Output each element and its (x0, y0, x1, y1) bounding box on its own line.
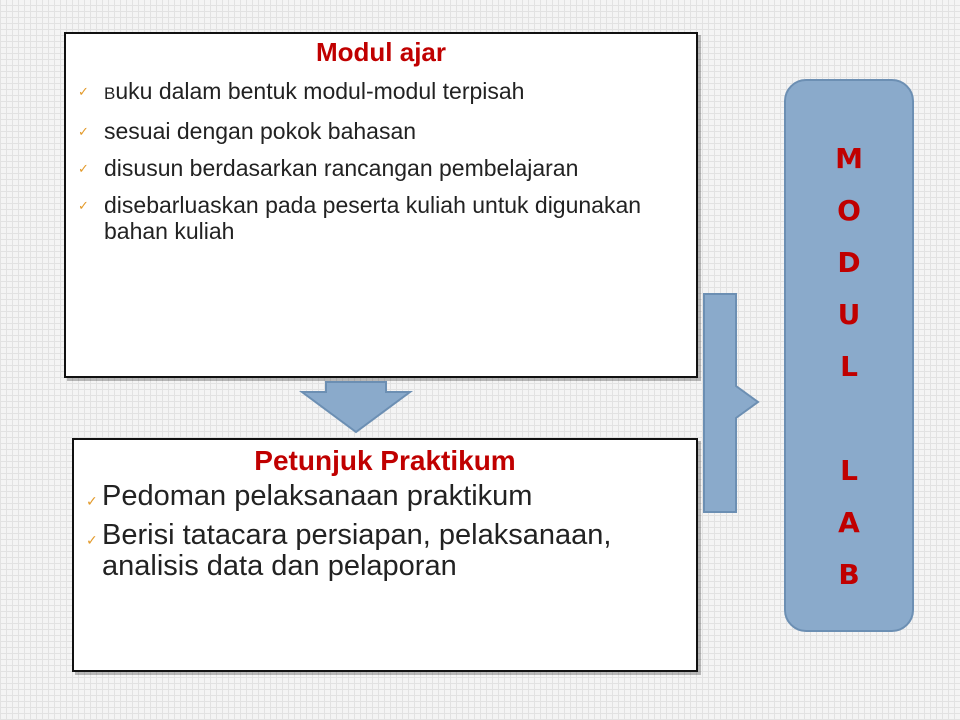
modul-ajar-title: Modul ajar (315, 37, 446, 67)
check-icon: ✓ (78, 85, 89, 100)
check-icon: ✓ (86, 533, 98, 549)
petunjuk-praktikum-list (74, 481, 696, 582)
modul-ajar-box (64, 32, 698, 378)
modul-lab-box (784, 79, 914, 632)
modul-lab-letter: U (837, 298, 861, 331)
modul-lab-letter: L (840, 350, 858, 383)
petunjuk-praktikum-title: Petunjuk Praktikum (254, 445, 516, 476)
list-item-text: Pedoman pelaksanaan praktikum (102, 480, 533, 512)
modul-lab-letter: A (838, 506, 860, 539)
list-item-text: Berisi tatacara persiapan, pelaksanaan, analisis data dan pelaporan (102, 519, 612, 582)
modul-lab-letter: B (838, 558, 860, 591)
list-item-text: uku dalam bentuk modul-modul terpisah (115, 78, 525, 104)
list-item (66, 155, 696, 181)
petunjuk-praktikum-box (72, 438, 698, 672)
list-item (66, 192, 696, 244)
modul-lab-letter: M (835, 142, 863, 175)
list-item (66, 118, 696, 144)
list-item (66, 78, 696, 107)
modul-lab-letter (786, 393, 912, 445)
modul-lab-letter: O (837, 194, 861, 227)
modul-ajar-list (66, 78, 696, 244)
right-arrow-icon (700, 292, 764, 516)
check-icon: ✓ (86, 494, 98, 510)
list-item (74, 481, 696, 512)
check-icon: ✓ (78, 162, 89, 177)
list-item-text: disusun berdasarkan rancangan pembelajaran (104, 155, 579, 181)
down-arrow-icon (298, 380, 414, 436)
modul-lab-label (786, 133, 912, 601)
list-item (74, 520, 696, 582)
list-item-text: sesuai dengan pokok bahasan (104, 118, 417, 144)
modul-lab-letter: L (840, 454, 858, 487)
list-item-text: disebarluaskan pada peserta kuliah untuk digunakan bahan kuliah (104, 192, 642, 244)
list-item-initial: B (104, 84, 116, 103)
modul-lab-letter: D (837, 246, 861, 279)
check-icon: ✓ (78, 199, 89, 214)
check-icon: ✓ (78, 125, 89, 140)
